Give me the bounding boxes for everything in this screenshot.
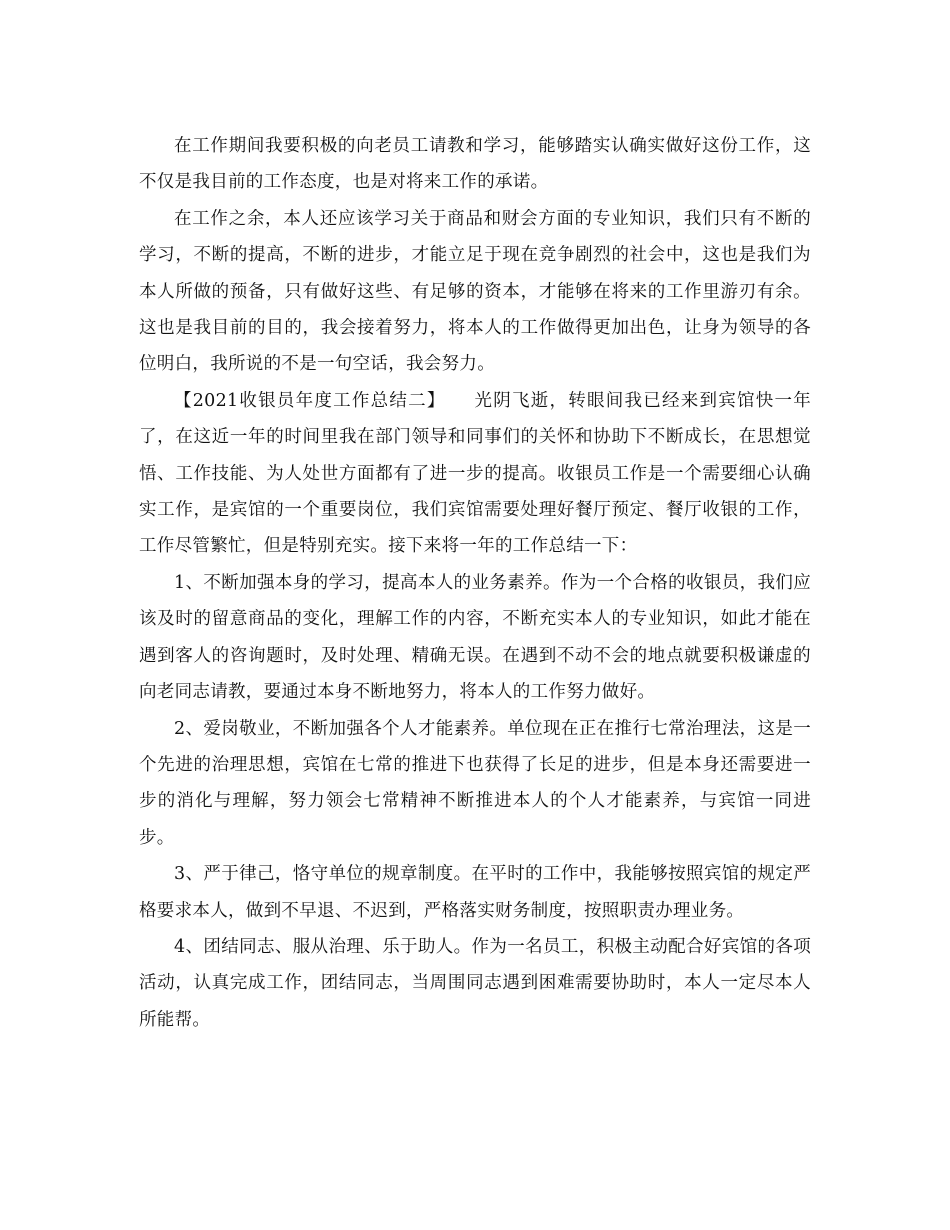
paragraph-5: 2、爱岗敬业，不断加强各个人才能素养。单位现在正在推行七常治理法，这是一个先进的治理思想，宾馆在七常的推进下也获得了长足的进步，但是本身还需要进一步的消化与理解，努力领会七常精神不断推进本人的个人才能素养，与宾馆一同进步。: [139, 718, 811, 848]
paragraph-4: 1、不断加强本身的学习，提高本人的业务素养。作为一个合格的收银员，我们应该及时的留意商品的变化，理解工作的内容，不断充实本人的专业知识，如此才能在遇到客人的咨询题时，及时处理、精确无误。在遇到不动不会的地点就要积极谦虚的向老同志请教，要通过本身不断地努力，将本人的工作努力做好。: [139, 572, 811, 703]
paragraph-2: 在工作之余，本人还应该学习关于商品和财会方面的专业知识，我们只有不断的学习，不断的提高，不断的进步，才能立足于现在竞争剧烈的社会中，这也是我们为本人所做的预备，只有做好这些、有足够的资本，才能够在将来的工作里游刃有余。这也是我目前的目的，我会接着努力，将本人的工作做得更加出色，让身为领导的各位明白，我所说的不是一句空话，我会努力。: [139, 208, 811, 375]
paragraph-6: 3、严于律己，恪守单位的规章制度。在平时的工作中，我能够按照宾馆的规定严格要求本人，做到不早退、不迟到，严格落实财务制度，按照职责办理业务。: [139, 864, 811, 921]
document-body: [139, 128, 811, 1038]
paragraph-3: 【2021收银员年度工作总结二】 光阴飞逝，转眼间我已经来到宾馆快一年了，在这近一年的时间里我在部门领导和同事们的关怀和协助下不断成长，在思想觉悟、工作技能、为人处世方面都有了进一步的提高。收银员工作是一个需要细心认确实工作，是宾馆的一个重要岗位，我们宾馆需要处理好餐厅预定、餐厅收银的工作，工作尽管繁忙，但是特别充实。接下来将一年的工作总结一下：: [139, 390, 811, 557]
paragraph-1: 在工作期间我要积极的向老员工请教和学习，能够踏实认确实做好这份工作，这不仅是我目前的工作态度，也是对将来工作的承诺。: [139, 136, 811, 193]
paragraph-7: 4、团结同志、服从治理、乐于助人。作为一名员工，积极主动配合好宾馆的各项活动，认真完成工作，团结同志，当周围同志遇到困难需要协助时，本人一定尽本人所能帮。: [139, 936, 811, 1030]
